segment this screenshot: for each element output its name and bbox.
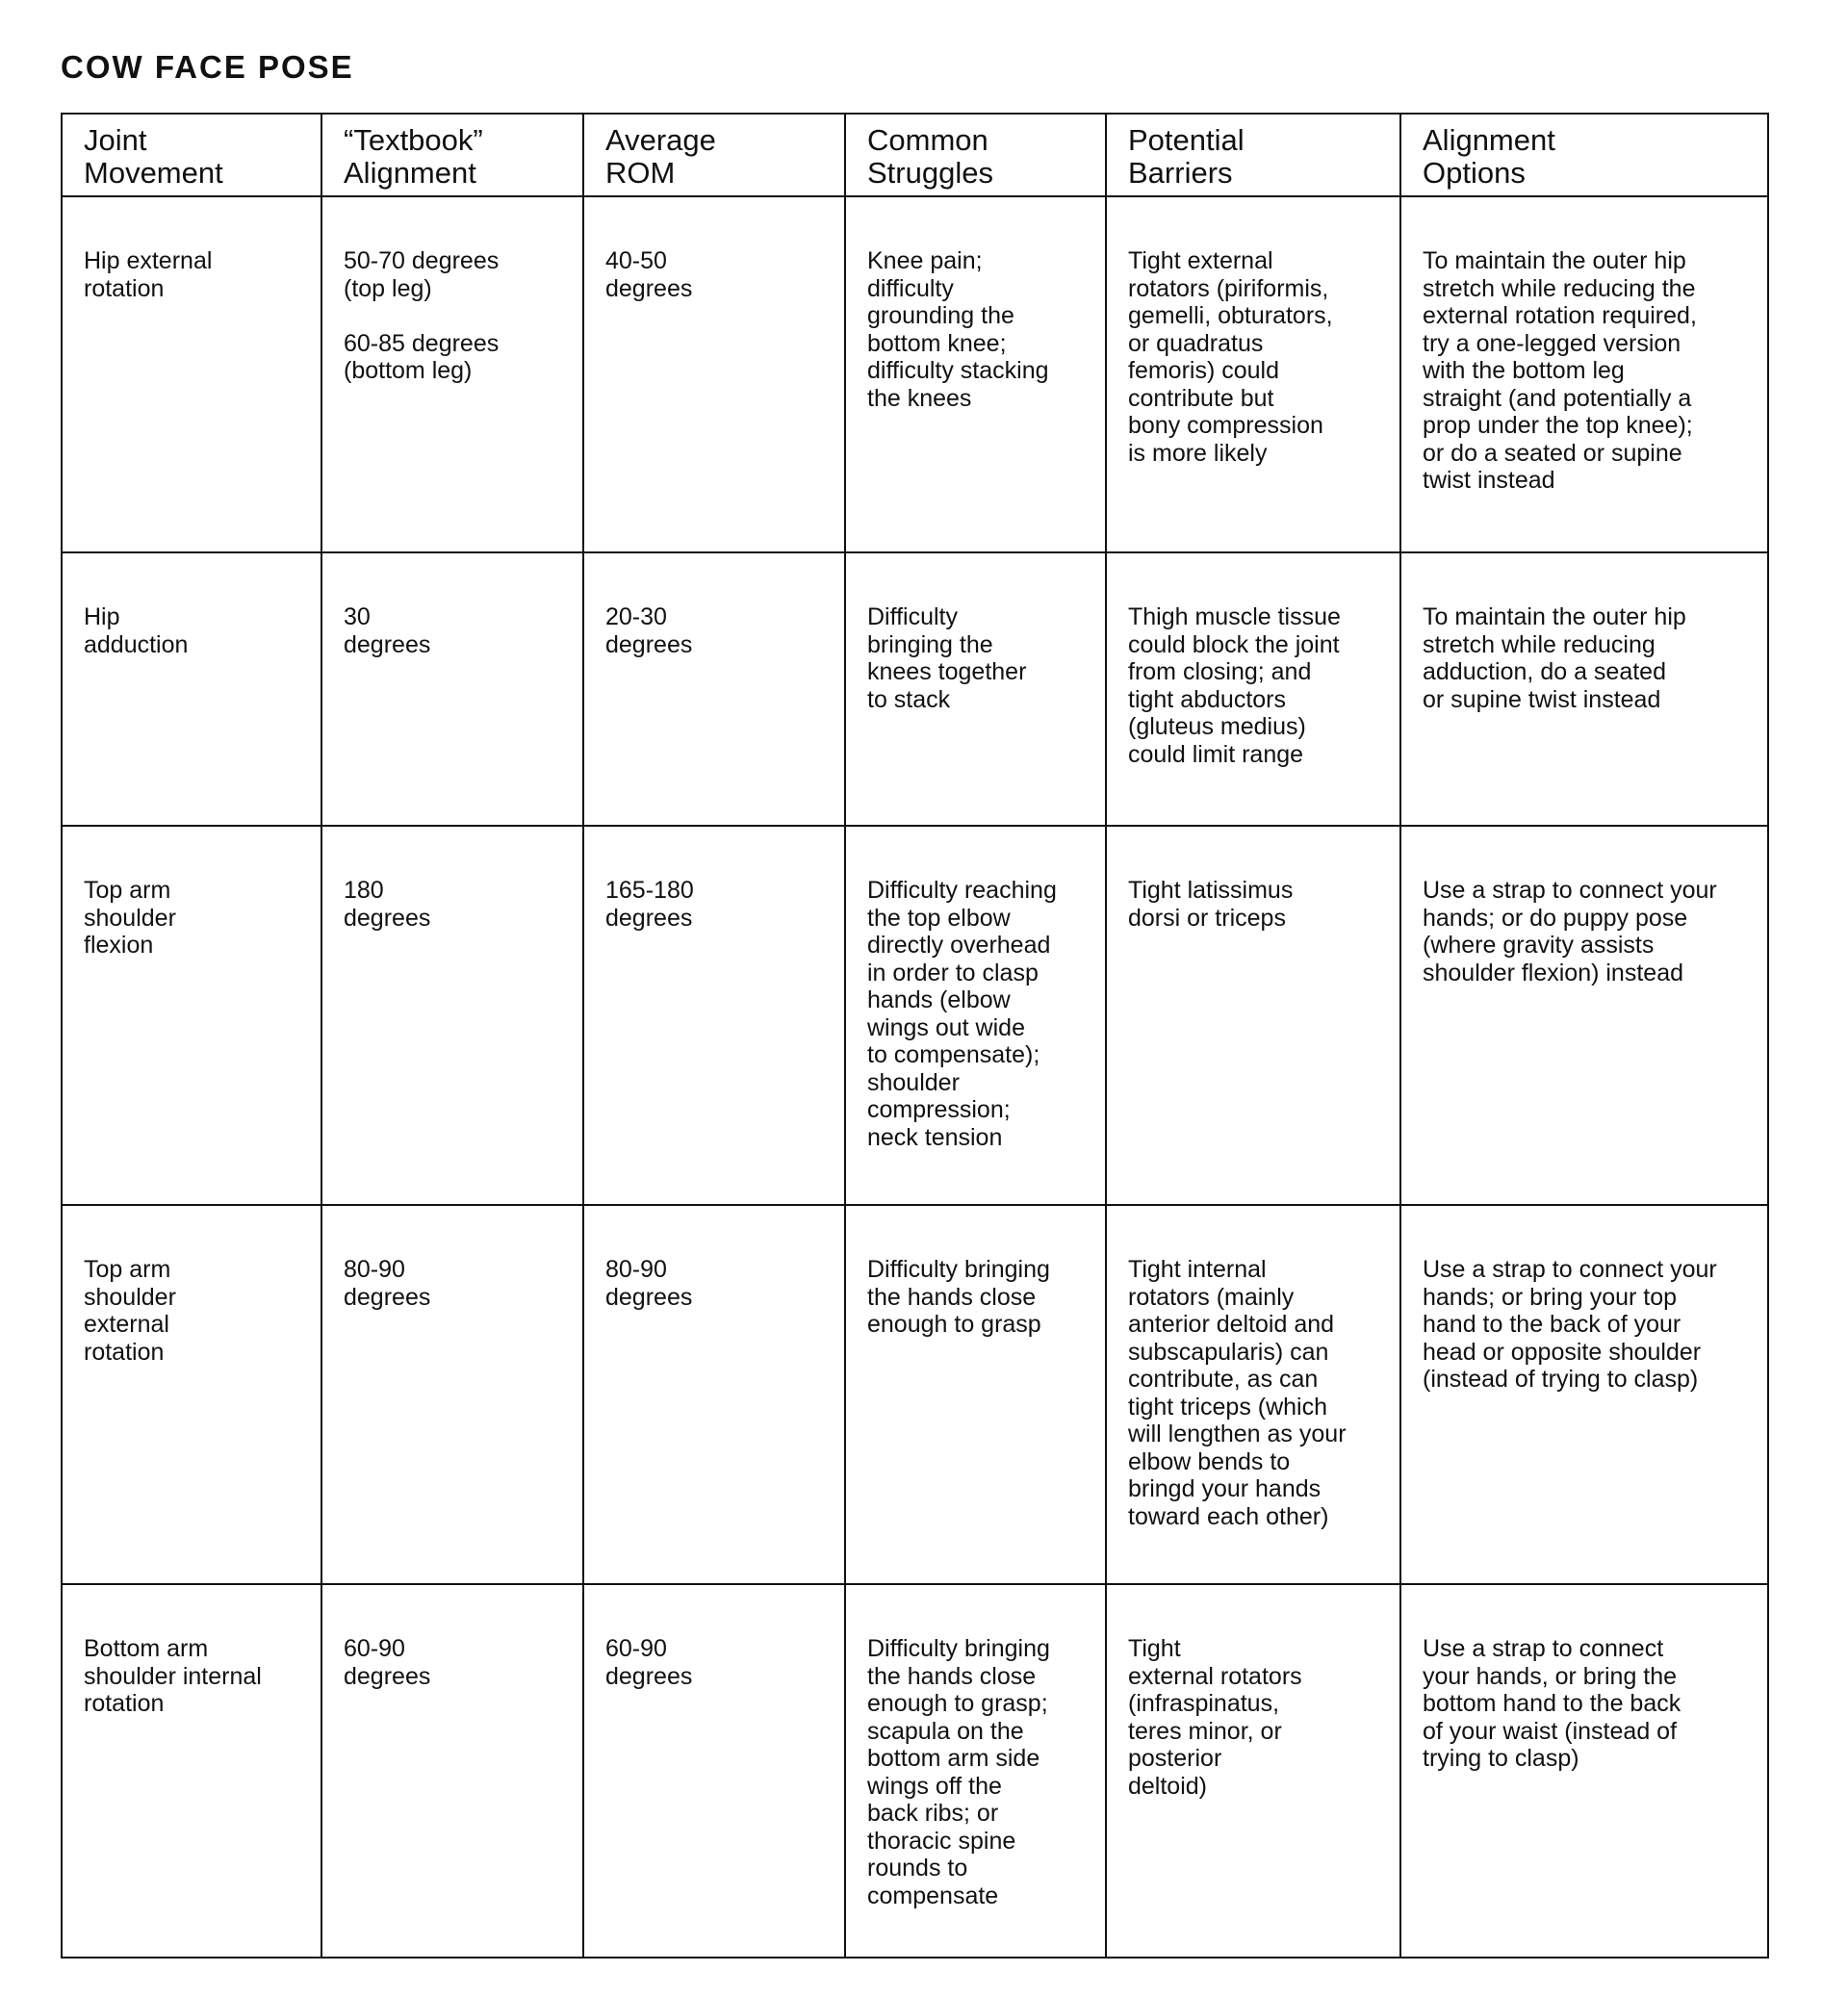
- cell-alignment-options: To maintain the outer hip stretch while reducing the external rotation required, try a one-legged version with the bottom leg straight (and potentially a prop under the top knee); or do a seated or supine twist instead: [1400, 196, 1768, 552]
- cell-textbook-alignment: 180 degrees: [321, 826, 583, 1205]
- table-row: [62, 1584, 1768, 1958]
- cell-potential-barriers: Tight latissimus dorsi or triceps: [1106, 826, 1400, 1205]
- cell-alignment-options: To maintain the outer hip stretch while reducing adduction, do a seated or supine twist instead: [1400, 552, 1768, 826]
- table-header-row: [62, 114, 1768, 196]
- header-textbook-alignment: “Textbook” Alignment: [321, 114, 583, 196]
- cell-joint-movement: Top arm shoulder flexion: [62, 826, 321, 1205]
- header-common-struggles: Common Struggles: [845, 114, 1106, 196]
- header-average-rom: Average ROM: [583, 114, 845, 196]
- cell-alignment-options: Use a strap to connect your hands, or bring the bottom hand to the back of your waist (instead of trying to clasp): [1400, 1584, 1768, 1958]
- cell-potential-barriers: Tight internal rotators (mainly anterior deltoid and subscapularis) can contribute, as can tight triceps (which will lengthen as your elbow bends to bringd your hands toward each other): [1106, 1205, 1400, 1584]
- cell-average-rom: 40-50 degrees: [583, 196, 845, 552]
- cell-joint-movement: Hip external rotation: [62, 196, 321, 552]
- cow-face-pose-table: [61, 113, 1769, 1959]
- table-row: [62, 826, 1768, 1205]
- cell-common-struggles: Difficulty bringing the hands close enough to grasp: [845, 1205, 1106, 1584]
- cell-potential-barriers: Tight external rotators (infraspinatus, teres minor, or posterior deltoid): [1106, 1584, 1400, 1958]
- cell-joint-movement: Top arm shoulder external rotation: [62, 1205, 321, 1584]
- cell-textbook-alignment: 80-90 degrees: [321, 1205, 583, 1584]
- table-row: [62, 1205, 1768, 1584]
- cell-average-rom: 60-90 degrees: [583, 1584, 845, 1958]
- cell-alignment-options: Use a strap to connect your hands; or do puppy pose (where gravity assists shoulder flexion) instead: [1400, 826, 1768, 1205]
- table-row: [62, 552, 1768, 826]
- cell-average-rom: 20-30 degrees: [583, 552, 845, 826]
- header-potential-barriers: Potential Barriers: [1106, 114, 1400, 196]
- cell-textbook-alignment: 60-90 degrees: [321, 1584, 583, 1958]
- header-joint-movement: Joint Movement: [62, 114, 321, 196]
- cell-potential-barriers: Thigh muscle tissue could block the joint from closing; and tight abductors (gluteus medius) could limit range: [1106, 552, 1400, 826]
- cell-potential-barriers: Tight external rotators (piriformis, gemelli, obturators, or quadratus femoris) could contribute but bony compression is more likely: [1106, 196, 1400, 552]
- cell-average-rom: 165-180 degrees: [583, 826, 845, 1205]
- cell-common-struggles: Difficulty bringing the knees together to stack: [845, 552, 1106, 826]
- table-row: [62, 196, 1768, 552]
- cell-textbook-alignment: 50-70 degrees (top leg) 60-85 degrees (bottom leg): [321, 196, 583, 552]
- cell-common-struggles: Difficulty reaching the top elbow directly overhead in order to clasp hands (elbow wings out wide to compensate); shoulder compression; neck tension: [845, 826, 1106, 1205]
- page-title: COW FACE POSE: [61, 49, 354, 85]
- cell-common-struggles: Difficulty bringing the hands close enough to grasp; scapula on the bottom arm side wings off the back ribs; or thoracic spine rounds to compensate: [845, 1584, 1106, 1958]
- cell-joint-movement: Bottom arm shoulder internal rotation: [62, 1584, 321, 1958]
- cell-alignment-options: Use a strap to connect your hands; or bring your top hand to the back of your head or opposite shoulder (instead of trying to clasp): [1400, 1205, 1768, 1584]
- cell-average-rom: 80-90 degrees: [583, 1205, 845, 1584]
- header-alignment-options: Alignment Options: [1400, 114, 1768, 196]
- cell-textbook-alignment: 30 degrees: [321, 552, 583, 826]
- cell-joint-movement: Hip adduction: [62, 552, 321, 826]
- cell-common-struggles: Knee pain; difficulty grounding the bottom knee; difficulty stacking the knees: [845, 196, 1106, 552]
